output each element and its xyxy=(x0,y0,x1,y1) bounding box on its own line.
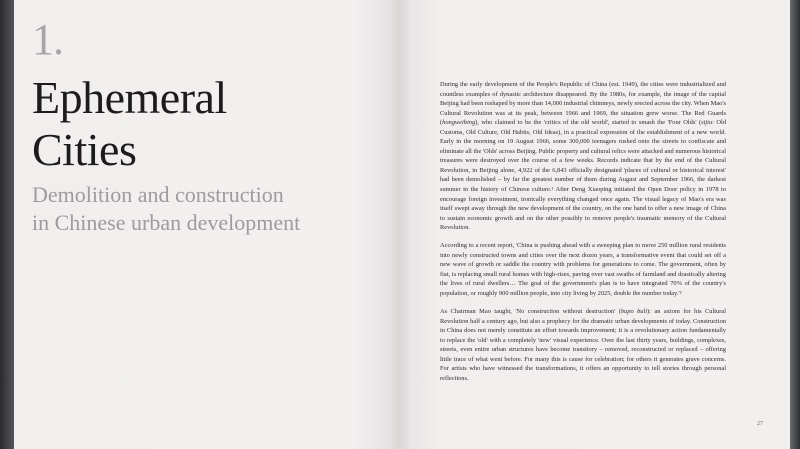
chapter-subtitle xyxy=(32,181,392,237)
book-edge-right xyxy=(790,0,800,449)
chapter-number: 1. xyxy=(32,15,63,64)
body-text xyxy=(440,80,726,392)
chapter-title xyxy=(32,72,362,176)
italic-term: bupo buli xyxy=(620,308,648,316)
chapter-title-line: Cities xyxy=(32,124,137,175)
paragraph-text: ), who claimed to be the 'critics of the old world', started to smash the 'Four Olds' ( xyxy=(475,119,702,127)
right-page xyxy=(400,0,790,449)
book-edge-left xyxy=(0,0,14,449)
paragraph-text: As Chairman Mao taught, 'No construction without destruction' ( xyxy=(440,308,621,316)
chapter-subtitle-line: Demolition and construction xyxy=(32,182,284,207)
italic-term: hongweibing xyxy=(442,119,476,127)
paragraph-text: During the early development of the People's Republic of China (est. 1949), the cities were industrialized and countless examples of dynastic architecture disappeared. By the 1980s, for example, the image of the capital Beijing had been reshaped by more than 14,000 industrial chimneys, newly erected across the city. When Mao's Cultural Revolution was at its peak, between 1966 and 1969, the situation grew worse. The Red Guards ( xyxy=(440,81,726,127)
italic-term: sijiu xyxy=(701,119,713,127)
paragraph xyxy=(440,241,726,298)
paragraph xyxy=(440,80,726,233)
paragraph-text: ): an axiom for his Cultural Revolution half a century ago, but also a prophecy for the dramatic urban developments of today. Construction in China does not merely constitute an effort towards improvement; it is a revolutionary action fundamentally to replace the 'old' with a completely 'new' visual experience. Over the last thirty years, buildings, complexes, streets, even entire urban structures have become transitory – removed, reconstructed or replaced – offering little trace of what went before. For many this is cause for celebration; for others it generates grave concerns. For artists who have witnessed the transformations, it offers an opportunity to tell stories through personal reflections. xyxy=(440,308,726,382)
chapter-subtitle-line: in Chinese urban development xyxy=(32,210,301,235)
paragraph xyxy=(440,307,726,383)
paragraph-text: According to a recent report, 'China is pushing ahead with a sweeping plan to move 250 million rural residents into newly constructed towns and cities over the next dozen years, a transformative event that could set off a new wave of growth or saddle the country with problems for generations to come. The government, often by fiat, is replacing small rural homes with high-rises, paving over vast swaths of farmland and drastically altering the lives of rural dwellers… The goal of the government's plan is to have integrated 70% of the country's population, or roughly 900 million people, into city living by 2025, double the number today.'² xyxy=(440,242,726,297)
page-number: 27 xyxy=(757,421,763,427)
left-page xyxy=(14,0,400,449)
paragraph-text: : Old Customs, Old Culture, Old Habits, Old Ideas), in a practical expression of the establishment of a new world. Early in the morning on 19 August 1966, some 300,000 teenagers rushed onto the streets to confiscate and eliminate all the 'Olds' across Beijing. Public property and cultural relics were attacked and numerous historical treasures were destroyed over the course of a few weeks. Records indicate that by the end of the Cultural Revolution, in Beijing alone, 4,922 of the 6,843 officially designated 'places of cultural or historical interest' had been demolished – by far the greatest number of them during August and September 1966, the darkest summer in the history of Chinese culture.¹ After Deng Xiaoping initiated the Open Door policy in 1978 to encourage foreign investment, ironically everything changed once again. The visual legacy of Mao's era was itself swept away through the new development of the country, on the one hand to offer a new image of China to sustain economic growth and on the other possibly to remove people's traumatic memory of the Cultural Revolution. xyxy=(440,119,726,232)
chapter-title-line: Ephemeral xyxy=(32,72,227,123)
